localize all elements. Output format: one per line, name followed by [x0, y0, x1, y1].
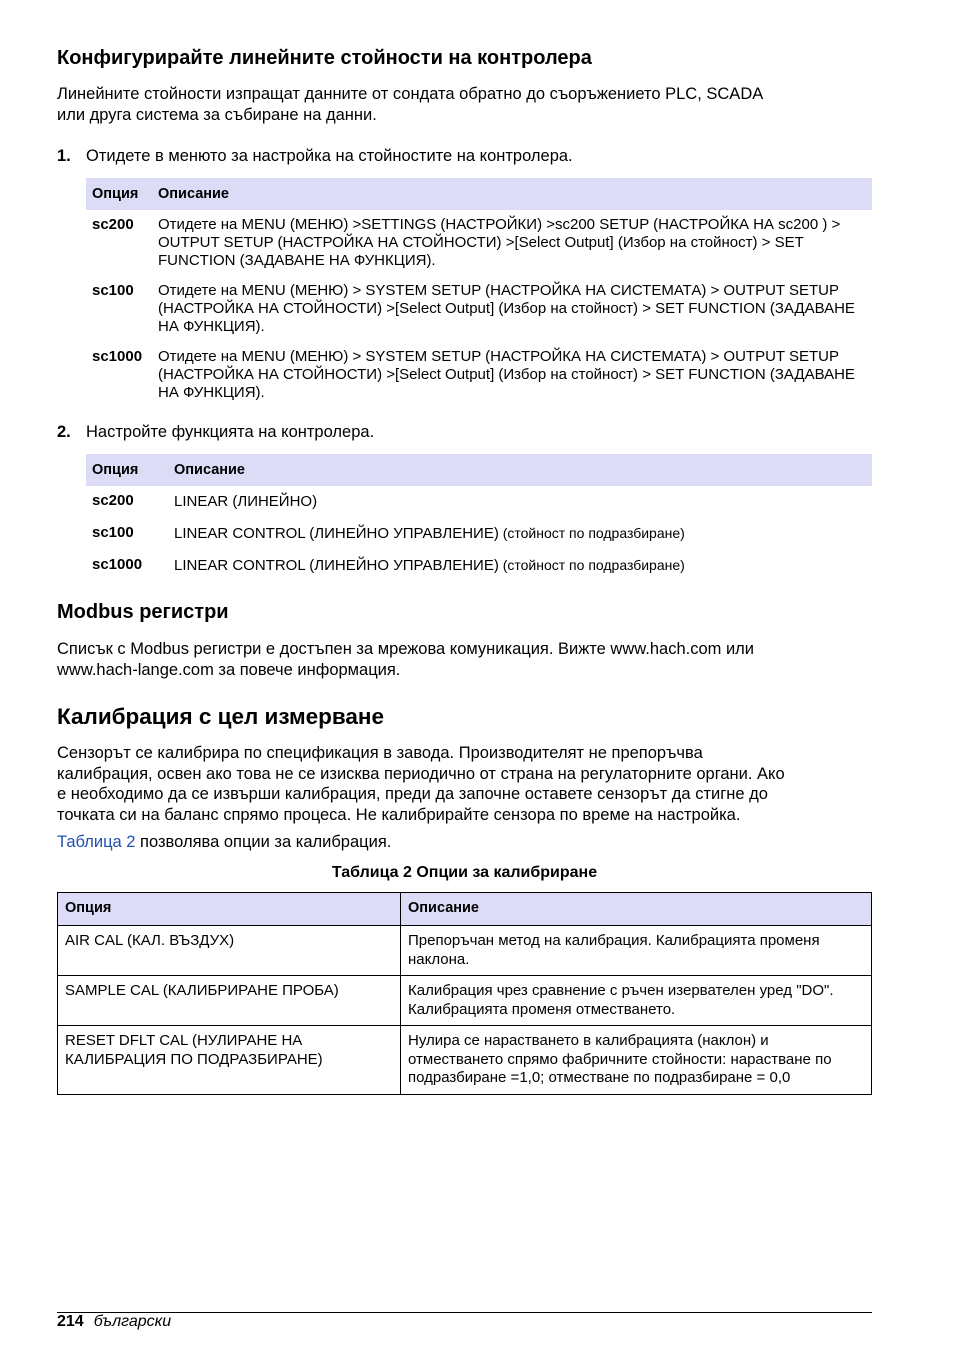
- footer-divider: [57, 1312, 872, 1313]
- description-cell: [168, 518, 872, 550]
- reference-text: позволява опции за калибрация.: [135, 833, 392, 851]
- controller-menu-table: [86, 178, 872, 408]
- option-cell: SAMPLE CAL (КАЛИБРИРАНЕ ПРОБА): [58, 976, 401, 1026]
- column-header-option: Опция: [58, 893, 401, 926]
- step-1: [57, 146, 857, 166]
- intro-line: или друга система за събиране на данни.: [57, 105, 377, 124]
- intro-line: Линейните стойности изпращат данните от сондата обратно до съоръжението PLC, SCADA: [57, 85, 764, 103]
- function-value: LINEAR CONTROL (ЛИНЕЙНО УПРАВЛЕНИЕ): [174, 525, 499, 542]
- table-row: [58, 926, 872, 976]
- column-header-description: Описание: [401, 893, 872, 926]
- controller-function-table: [86, 454, 872, 582]
- section-heading-calibration: Калибрация с цел измерване: [57, 704, 385, 729]
- step-number: 2.: [57, 423, 71, 441]
- page-number: 214: [57, 1313, 84, 1330]
- table-row: [58, 1026, 872, 1095]
- modbus-line: Списък с Modbus регистри е достъпен за мрежова комуникация. Вижте www.hach.com или: [57, 640, 755, 658]
- intro-paragraph: [57, 84, 857, 125]
- description-cell: [168, 486, 872, 518]
- description-cell: Отидете на MENU (МЕНЮ) >SETTINGS (НАСТРОЙКИ) >sc200 SETUP (НАСТРОЙКА НА sc200 ) > OUTPUT SETUP (НАСТРОЙКА НА СТОЙНОСТИ) >[Select Output] (Избор на стойност) > SET FUNCTION (ЗАДАВАНЕ НА ФУНКЦИЯ).: [158, 216, 841, 269]
- default-note: (стойност по подразбиране): [498, 525, 685, 541]
- description-cell: Препоръчан метод на калибрация. Калибрацията променя наклона.: [401, 926, 872, 976]
- section-heading-modbus: Modbus регистри: [57, 601, 229, 623]
- step-number: 1.: [57, 147, 71, 165]
- option-cell: RESET DFLT CAL (НУЛИРАНЕ НА КАЛИБРАЦИЯ ПО ПОДРАЗБИРАНЕ): [58, 1026, 401, 1095]
- table-header-row: [58, 893, 872, 926]
- page-footer: [57, 1313, 171, 1331]
- table-row: [86, 486, 872, 518]
- table-row: [86, 276, 872, 342]
- table-row: [58, 976, 872, 1026]
- description-cell: Отидете на MENU (МЕНЮ) > SYSTEM SETUP (НАСТРОЙКА НА СИСТЕМАТА) > OUTPUT SETUP (НАСТРОЙКА НА СТОЙНОСТИ) >[Select Output] (Избор на стойност) > SET FUNCTION (ЗАДАВАНЕ НА ФУНКЦИЯ).: [158, 282, 855, 335]
- section-heading-linear-output: Конфигурирайте линейните стойности на контролера: [57, 47, 592, 69]
- option-cell: sc200: [92, 216, 134, 233]
- option-cell: sc100: [92, 282, 134, 299]
- step-text: Отидете в менюто за настройка на стойностите на контролера.: [86, 147, 573, 165]
- calibration-line: калибрация, освен ако това не се изисква периодично от страна на регулаторните органи. Ако: [57, 764, 785, 783]
- option-cell: sc100: [92, 524, 134, 541]
- calibration-paragraph: [57, 743, 857, 825]
- table-row: [86, 210, 872, 276]
- description-cell: Калибрация чрез сравнение с ръчен изервателен уред "DO". Калибрацията променя отместването.: [401, 976, 872, 1026]
- step-text: Настройте функцията на контролера.: [86, 423, 375, 441]
- option-cell: sc1000: [92, 556, 143, 573]
- description-cell: Нулира се нарастването в калибрацията (наклон) и отместването спрямо фабричните стойности: нарастване по подразбиране =1,0; отместване по подразбиране = 0,0: [401, 1026, 872, 1095]
- modbus-line: www.hach-lange.com за повече информация.: [57, 660, 401, 679]
- footer-language: български: [93, 1313, 172, 1330]
- calibration-line: е необходимо да се извърши калибрация, преди да започне оставете сензорът да стигне до: [57, 785, 768, 803]
- table-row: [86, 518, 872, 550]
- table-row: [86, 342, 872, 408]
- table-header-row: [86, 454, 872, 486]
- table-row: [86, 550, 872, 582]
- description-cell: [168, 550, 872, 582]
- description-cell: Отидете на MENU (МЕНЮ) > SYSTEM SETUP (НАСТРОЙКА НА СИСТЕМАТА) > OUTPUT SETUP (НАСТРОЙКА НА СТОЙНОСТИ) >[Select Output] (Избор на стойност) > SET FUNCTION (ЗАДАВАНЕ НА ФУНКЦИЯ).: [158, 348, 855, 401]
- calibration-line: Сензорът се калибрира по спецификация в завода. Производителят не препоръчва: [57, 744, 703, 762]
- table-header-row: [86, 178, 872, 210]
- column-header-description: Описание: [152, 178, 872, 210]
- function-value: LINEAR (ЛИНЕЙНО): [174, 493, 318, 510]
- calibration-options-table: [57, 892, 872, 1095]
- column-header-description: Описание: [168, 454, 872, 486]
- option-cell: sc200: [92, 492, 134, 509]
- function-value: LINEAR CONTROL (ЛИНЕЙНО УПРАВЛЕНИЕ): [174, 557, 499, 574]
- option-cell: AIR CAL (КАЛ. ВЪЗДУХ): [58, 926, 401, 976]
- table-caption: Таблица 2 Опции за калибриране: [331, 864, 598, 881]
- table-2-link[interactable]: Таблица 2: [57, 833, 136, 851]
- step-2: [57, 422, 857, 442]
- table-reference-paragraph: [57, 832, 857, 853]
- column-header-option: Опция: [86, 178, 152, 210]
- column-header-option: Опция: [86, 454, 168, 486]
- calibration-line: точката си на баланс спрямо процеса. Не калибрирайте сензора по време на настройка.: [57, 805, 741, 824]
- modbus-paragraph: [57, 639, 857, 680]
- option-cell: sc1000: [92, 348, 143, 365]
- default-note: (стойност по подразбиране): [498, 557, 685, 573]
